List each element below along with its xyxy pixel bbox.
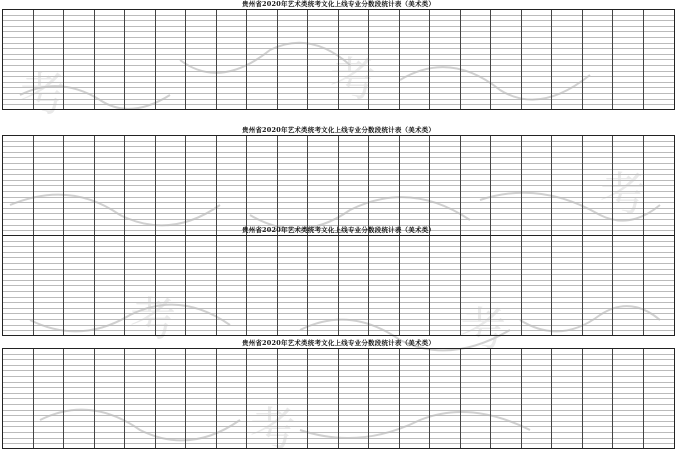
table-cell bbox=[247, 444, 277, 448]
table-column bbox=[430, 349, 461, 448]
table-column bbox=[186, 236, 217, 335]
table-column bbox=[400, 10, 431, 109]
table-column bbox=[308, 349, 339, 448]
table-cell bbox=[308, 105, 338, 109]
table-column bbox=[34, 236, 65, 335]
table-column bbox=[644, 10, 675, 109]
table-cell bbox=[308, 444, 338, 448]
table-cell bbox=[491, 444, 521, 448]
table-cell bbox=[461, 105, 491, 109]
stats-table-section bbox=[0, 339, 677, 452]
table-cell bbox=[369, 331, 399, 335]
table-column bbox=[522, 136, 553, 235]
table-column bbox=[644, 236, 675, 335]
table-cell bbox=[430, 105, 460, 109]
table-cell bbox=[400, 331, 430, 335]
table-cell bbox=[186, 444, 216, 448]
table-cell bbox=[613, 105, 643, 109]
table-column bbox=[583, 349, 614, 448]
table-cell bbox=[217, 331, 247, 335]
table-cell bbox=[339, 105, 369, 109]
table-column bbox=[339, 349, 370, 448]
table-cell bbox=[34, 105, 64, 109]
table-column bbox=[247, 136, 278, 235]
table-column bbox=[217, 10, 248, 109]
table-column bbox=[308, 10, 339, 109]
table-column bbox=[339, 136, 370, 235]
table-cell bbox=[522, 105, 552, 109]
table-column bbox=[125, 10, 156, 109]
table-column bbox=[491, 236, 522, 335]
table-column bbox=[95, 236, 126, 335]
table-cell bbox=[3, 331, 33, 335]
table-cell bbox=[369, 105, 399, 109]
table-column bbox=[552, 136, 583, 235]
table-cell bbox=[3, 444, 33, 448]
table-cell bbox=[552, 331, 582, 335]
table-cell bbox=[308, 331, 338, 335]
table-column bbox=[247, 236, 278, 335]
table-column bbox=[64, 10, 95, 109]
table-column bbox=[552, 10, 583, 109]
watermark-glyph: 考 bbox=[330, 52, 376, 106]
table-cell bbox=[125, 331, 155, 335]
table-cell bbox=[156, 331, 186, 335]
watermark-glyph: 考 bbox=[460, 302, 506, 356]
table-column bbox=[430, 10, 461, 109]
table-column bbox=[552, 236, 583, 335]
table-column bbox=[64, 236, 95, 335]
table-column bbox=[522, 10, 553, 109]
table-column bbox=[34, 136, 65, 235]
table-column bbox=[400, 349, 431, 448]
table-column bbox=[64, 136, 95, 235]
table-column bbox=[430, 136, 461, 235]
table-column bbox=[461, 236, 492, 335]
table-column bbox=[247, 349, 278, 448]
table-column bbox=[186, 349, 217, 448]
table-column bbox=[125, 349, 156, 448]
table-cell bbox=[34, 331, 64, 335]
table-cell bbox=[278, 444, 308, 448]
table-cell bbox=[339, 444, 369, 448]
table-cell bbox=[522, 444, 552, 448]
table-column bbox=[34, 349, 65, 448]
table-column bbox=[34, 10, 65, 109]
table-cell bbox=[644, 331, 675, 335]
table-title: 贵州省2020年艺术类统考文化上线专业分数段统计表（美术类） bbox=[241, 126, 436, 134]
table-cell bbox=[461, 331, 491, 335]
table-column bbox=[644, 136, 675, 235]
table-column bbox=[217, 349, 248, 448]
table-column bbox=[461, 136, 492, 235]
table-cell bbox=[125, 444, 155, 448]
table-column bbox=[64, 349, 95, 448]
table-column bbox=[369, 236, 400, 335]
table-cell bbox=[583, 331, 613, 335]
table-cell bbox=[400, 444, 430, 448]
table-cell bbox=[552, 105, 582, 109]
table-column bbox=[3, 349, 34, 448]
stats-table bbox=[2, 9, 675, 110]
table-column bbox=[156, 236, 187, 335]
table-column bbox=[278, 349, 309, 448]
table-column bbox=[339, 10, 370, 109]
table-cell bbox=[644, 444, 675, 448]
table-column bbox=[369, 136, 400, 235]
table-cell bbox=[339, 331, 369, 335]
table-cell bbox=[278, 105, 308, 109]
table-cell bbox=[125, 105, 155, 109]
watermark-glyph: 考 bbox=[20, 67, 66, 121]
table-column bbox=[644, 349, 675, 448]
table-column bbox=[217, 136, 248, 235]
table-cell bbox=[491, 331, 521, 335]
table-column bbox=[339, 236, 370, 335]
table-cell bbox=[3, 105, 33, 109]
table-cell bbox=[95, 444, 125, 448]
table-cell bbox=[369, 444, 399, 448]
table-column bbox=[3, 10, 34, 109]
table-column bbox=[461, 349, 492, 448]
table-column bbox=[583, 236, 614, 335]
stats-table bbox=[2, 135, 675, 236]
stats-table bbox=[2, 348, 675, 449]
table-column bbox=[125, 136, 156, 235]
table-column bbox=[522, 349, 553, 448]
table-cell bbox=[156, 105, 186, 109]
table-cell bbox=[186, 331, 216, 335]
table-column bbox=[125, 236, 156, 335]
table-column bbox=[278, 10, 309, 109]
table-cell bbox=[95, 105, 125, 109]
table-cell bbox=[186, 105, 216, 109]
table-column bbox=[369, 349, 400, 448]
table-cell bbox=[430, 444, 460, 448]
table-column bbox=[430, 236, 461, 335]
table-column bbox=[613, 349, 644, 448]
table-cell bbox=[34, 444, 64, 448]
table-column bbox=[400, 136, 431, 235]
table-cell bbox=[461, 444, 491, 448]
table-column bbox=[95, 136, 126, 235]
table-title: 贵州省2020年艺术类统考文化上线专业分数段统计表（美术类） bbox=[241, 0, 436, 8]
table-cell bbox=[217, 444, 247, 448]
watermark-glyph: 考 bbox=[600, 167, 646, 221]
table-column bbox=[552, 349, 583, 448]
table-cell bbox=[552, 444, 582, 448]
table-cell bbox=[430, 331, 460, 335]
table-cell bbox=[613, 331, 643, 335]
table-column bbox=[3, 136, 34, 235]
stats-table-section bbox=[0, 226, 677, 339]
table-column bbox=[369, 10, 400, 109]
table-cell bbox=[278, 331, 308, 335]
table-column bbox=[491, 349, 522, 448]
watermark-glyph: 考 bbox=[250, 402, 296, 452]
table-column bbox=[156, 136, 187, 235]
table-cell bbox=[217, 105, 247, 109]
table-column bbox=[613, 236, 644, 335]
table-column bbox=[278, 236, 309, 335]
table-cell bbox=[644, 105, 675, 109]
table-cell bbox=[491, 105, 521, 109]
table-cell bbox=[522, 331, 552, 335]
table-column bbox=[308, 136, 339, 235]
table-cell bbox=[613, 444, 643, 448]
table-column bbox=[3, 236, 34, 335]
table-column bbox=[217, 236, 248, 335]
table-column bbox=[583, 10, 614, 109]
table-cell bbox=[583, 444, 613, 448]
table-column bbox=[400, 236, 431, 335]
table-column bbox=[156, 10, 187, 109]
stats-table bbox=[2, 235, 675, 336]
table-column bbox=[308, 236, 339, 335]
table-column bbox=[583, 136, 614, 235]
table-column bbox=[156, 349, 187, 448]
table-column bbox=[247, 10, 278, 109]
table-column bbox=[522, 236, 553, 335]
table-title: 贵州省2020年艺术类统考文化上线专业分数段统计表（美术类） bbox=[241, 339, 436, 347]
stats-table-section bbox=[0, 0, 677, 113]
table-cell bbox=[64, 331, 94, 335]
table-column bbox=[186, 136, 217, 235]
watermark-glyph: 考 bbox=[130, 292, 176, 346]
table-title: 贵州省2020年艺术类统考文化上线专业分数段统计表（美术类） bbox=[241, 226, 436, 234]
table-cell bbox=[95, 331, 125, 335]
stats-table-section bbox=[0, 126, 677, 239]
table-cell bbox=[247, 331, 277, 335]
table-column bbox=[461, 10, 492, 109]
table-column bbox=[95, 10, 126, 109]
table-cell bbox=[400, 105, 430, 109]
table-column bbox=[613, 10, 644, 109]
table-cell bbox=[64, 105, 94, 109]
table-column bbox=[95, 349, 126, 448]
table-column bbox=[613, 136, 644, 235]
table-column bbox=[186, 10, 217, 109]
table-column bbox=[491, 136, 522, 235]
table-column bbox=[278, 136, 309, 235]
table-cell bbox=[583, 105, 613, 109]
table-cell bbox=[156, 444, 186, 448]
table-cell bbox=[64, 444, 94, 448]
table-cell bbox=[247, 105, 277, 109]
table-column bbox=[491, 10, 522, 109]
